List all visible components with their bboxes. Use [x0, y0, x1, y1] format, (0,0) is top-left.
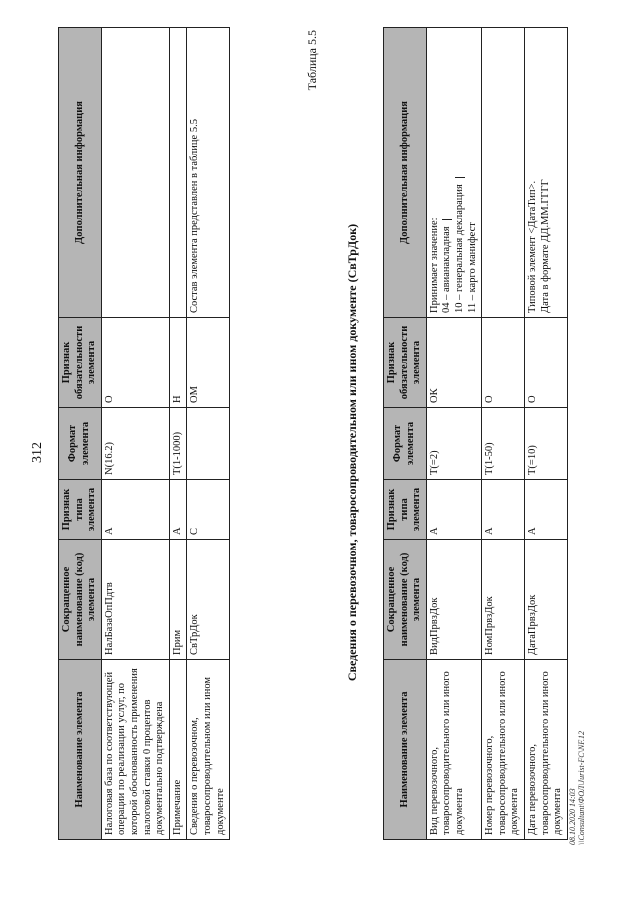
- info-line: 10 – генеральная декларация: [454, 32, 467, 313]
- header-element-format: Формат элемента: [384, 408, 427, 480]
- table-row: [426, 28, 481, 840]
- print-stamp: [568, 731, 586, 845]
- cell-name: Сведения о перевозочном, товаросопроводительном или ином документе: [187, 660, 230, 840]
- cell-code: ВидПрвзДок: [426, 540, 481, 660]
- header-additional-info: Дополнительная информация: [384, 28, 427, 318]
- cell-format: T(=2): [426, 408, 481, 480]
- cell-info: [169, 28, 187, 318]
- cell-name: Номер перевозочного, товаросопроводительного или иного документа: [482, 660, 525, 840]
- header-element-code: Сокращенное наименование (код) элемента: [59, 540, 102, 660]
- cell-format: N(16.2): [101, 408, 169, 480]
- cell-type: А: [426, 480, 481, 540]
- cell-code: НомПрвзДок: [482, 540, 525, 660]
- cell-info: [482, 28, 525, 318]
- cell-required: ОК: [426, 318, 481, 408]
- table-caption: Таблица 5.5: [305, 30, 319, 91]
- table-row: [101, 28, 169, 840]
- print-stamp-date: 08.10.2020 14:03: [568, 788, 577, 845]
- table-row: [524, 28, 567, 840]
- header-element-name: Наименование элемента: [59, 660, 102, 840]
- cell-type: С: [187, 480, 230, 540]
- header-element-required: Признак обязательности элемента: [59, 318, 102, 408]
- margin-mark: [455, 177, 465, 178]
- cell-format: [187, 408, 230, 480]
- cell-code: ДатаПрвзДок: [524, 540, 567, 660]
- header-additional-info: Дополнительная информация: [59, 28, 102, 318]
- cell-type: А: [482, 480, 525, 540]
- margin-mark: [442, 219, 452, 220]
- info-line: 11 – карго манифест: [466, 222, 478, 313]
- cell-required: О: [101, 318, 169, 408]
- cell-format: T(1-50): [482, 408, 525, 480]
- cell-required: О: [482, 318, 525, 408]
- cell-required: ОМ: [187, 318, 230, 408]
- cell-name: Вид перевозочного, товаросопроводительного или иного документа: [426, 660, 481, 840]
- cell-type: А: [101, 480, 169, 540]
- header-element-format: Формат элемента: [59, 408, 102, 480]
- cell-code: НалБазаОпПдтв: [101, 540, 169, 660]
- cell-required: Н: [169, 318, 187, 408]
- cell-info: [101, 28, 169, 318]
- cell-format: T(1-1000): [169, 408, 187, 480]
- header-element-name: Наименование элемента: [384, 660, 427, 840]
- info-line: Дата в формате ДД.ММ.ГГГГ: [539, 179, 551, 313]
- cell-name: Примечание: [169, 660, 187, 840]
- cell-info: Состав элемента представлен в таблице 5.5: [187, 28, 230, 318]
- header-element-code: Сокращенное наименование (код) элемента: [384, 540, 427, 660]
- cell-code: Прим: [169, 540, 187, 660]
- table-header-row: [59, 28, 102, 840]
- transport-document-table: [383, 27, 568, 840]
- info-line: 04 – авианакладная: [441, 32, 454, 313]
- table-title: Сведения о перевозочном, товаросопроводительном или ином документе (СвТрДок): [345, 223, 359, 682]
- info-line: Принимает значение:: [428, 217, 440, 313]
- table-header-row: [384, 28, 427, 840]
- info-line: Типовой элемент <ДатаТип>.: [526, 180, 538, 313]
- elements-table-continued: [58, 27, 230, 840]
- header-element-type: Признак типа элемента: [384, 480, 427, 540]
- cell-type: А: [169, 480, 187, 540]
- print-stamp-path: \\Consultant\ФОЛ\Jurist-FC\NF.12: [577, 730, 587, 845]
- table-row: [482, 28, 525, 840]
- table-row: [187, 28, 230, 840]
- header-element-type: Признак типа элемента: [59, 480, 102, 540]
- cell-format: T(=10): [524, 408, 567, 480]
- cell-info: [524, 28, 567, 318]
- cell-info: [426, 28, 481, 318]
- page-number: 312: [30, 442, 45, 463]
- table-row: [169, 28, 187, 840]
- cell-required: О: [524, 318, 567, 408]
- cell-name: Дата перевозочного, товаросопроводительного или иного документа: [524, 660, 567, 840]
- cell-code: СвТрДок: [187, 540, 230, 660]
- cell-name: Налоговая база по соответствующей операции по реализации услуг, по которой обоснованность применения налоговой ставки 0 процентов документально подтверждена: [101, 660, 169, 840]
- cell-type: А: [524, 480, 567, 540]
- header-element-required: Признак обязательности элемента: [384, 318, 427, 408]
